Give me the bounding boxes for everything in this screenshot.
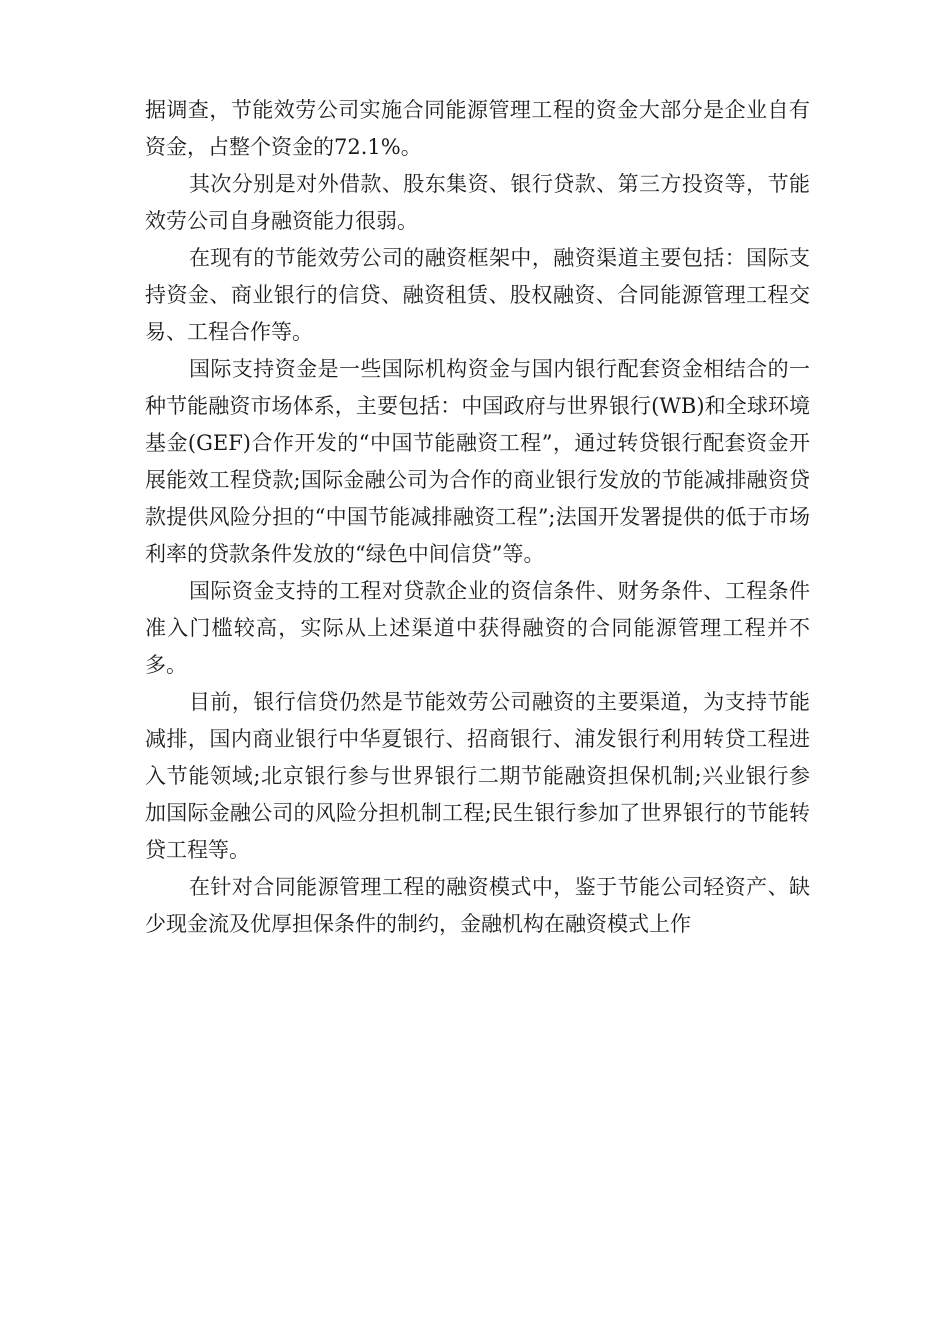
document-body bbox=[145, 92, 810, 943]
paragraph-1: 据调查，节能效劳公司实施合同能源管理工程的资金大部分是企业自有资金，占整个资金的72.1%。 bbox=[145, 98, 810, 159]
paragraph-7: 在针对合同能源管理工程的融资模式中，鉴于节能公司轻资产、缺少现金流及优厚担保条件的制约，金融机构在融资模式上作 bbox=[145, 875, 810, 936]
paragraph-5: 国际资金支持的工程对贷款企业的资信条件、财务条件、工程条件准入门槛较高，实际从上述渠道中获得融资的合同能源管理工程并不多。 bbox=[145, 579, 810, 677]
paragraph-6: 目前，银行信贷仍然是节能效劳公司融资的主要渠道，为支持节能减排，国内商业银行中华夏银行、招商银行、浦发银行利用转贷工程进入节能领域;北京银行参与世界银行二期节能融资担保机制;兴业银行参加国际金融公司的风险分担机制工程;民生银行参加了世界银行的节能转贷工程等。 bbox=[145, 690, 810, 862]
paragraph-4: 国际支持资金是一些国际机构资金与国内银行配套资金相结合的一种节能融资市场体系，主要包括：中国政府与世界银行(WB)和全球环境基金(GEF)合作开发的“中国节能融资工程”，通过转贷银行配套资金开展能效工程贷款;国际金融公司为合作的商业银行发放的节能减排融资贷款提供风险分担的“中国节能减排融资工程”;法国开发署提供的低于市场利率的贷款条件发放的“绿色中间信贷”等。 bbox=[145, 357, 810, 566]
paragraph-3: 在现有的节能效劳公司的融资框架中，融资渠道主要包括：国际支持资金、商业银行的信贷、融资租赁、股权融资、合同能源管理工程交易、工程合作等。 bbox=[145, 246, 810, 344]
paragraph-2: 其次分别是对外借款、股东集资、银行贷款、第三方投资等，节能效劳公司自身融资能力很弱。 bbox=[145, 172, 810, 233]
